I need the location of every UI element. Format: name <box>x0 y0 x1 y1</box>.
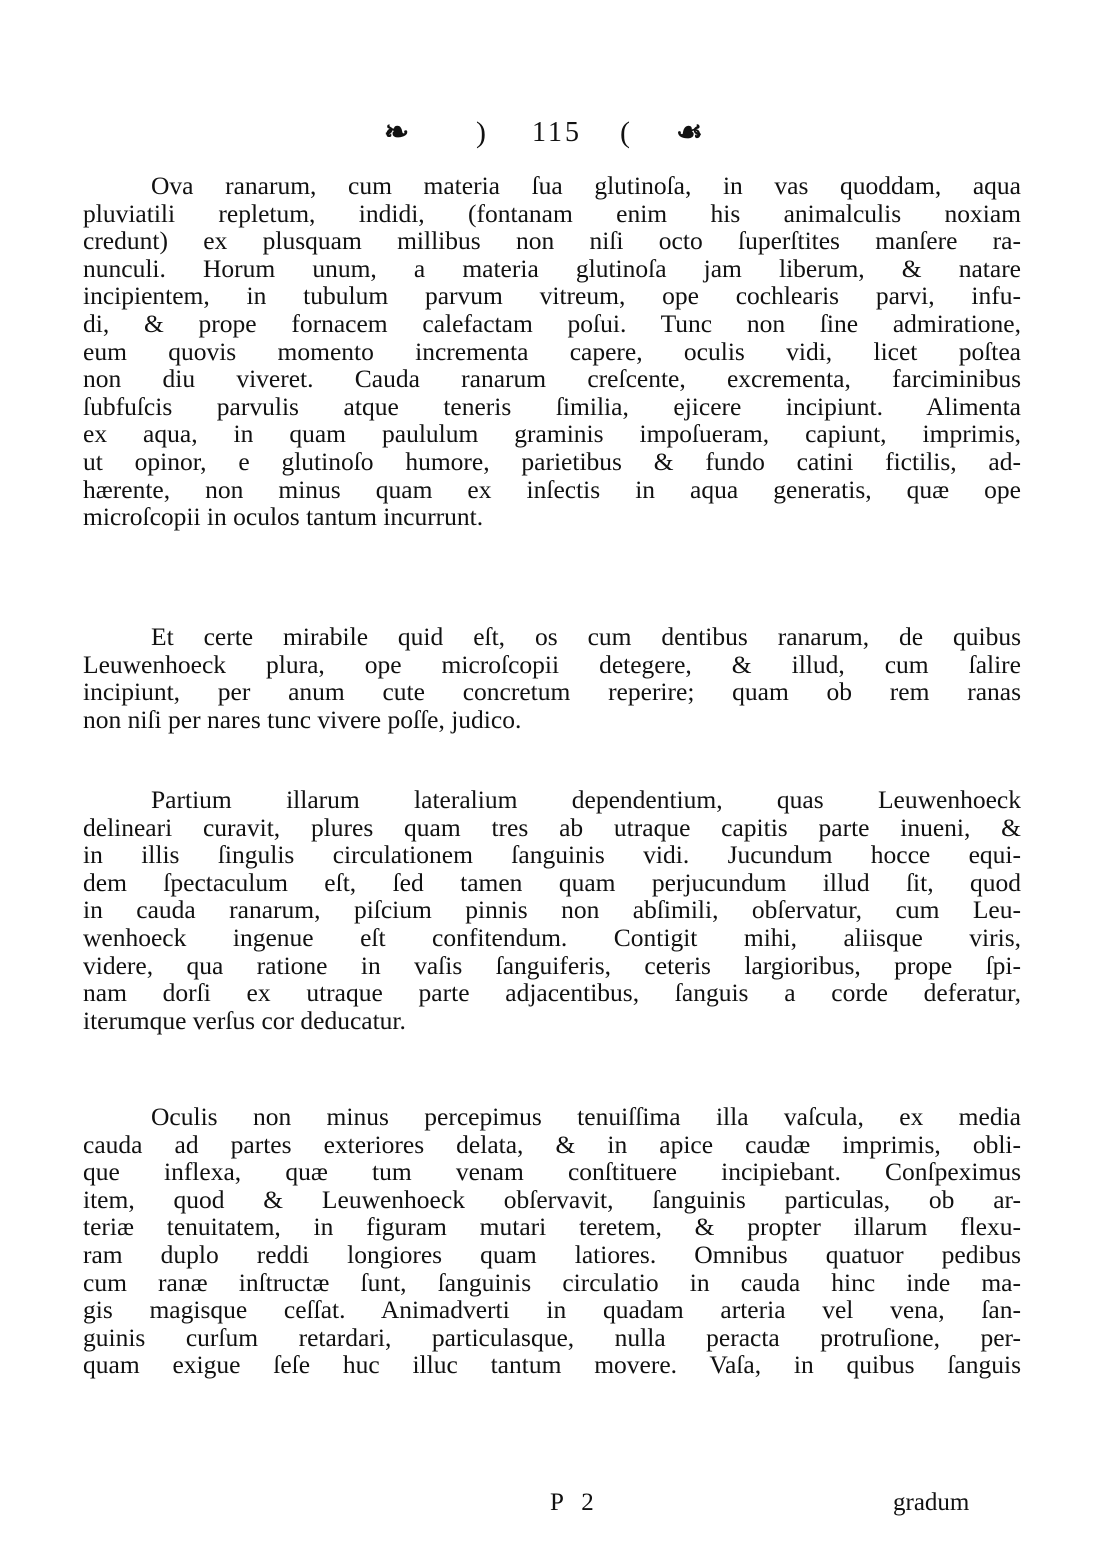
text-line: gis magisque ceſſat. Animadverti in quadam arteria vel vena, ſan- <box>83 1295 1021 1325</box>
text-line: non diu viveret. Cauda ranarum creſcente, excrementa, farciminibus <box>83 364 1021 394</box>
page-number: 115 <box>532 117 582 148</box>
text-line: microſcopii in oculos tantum incurrunt. <box>83 502 484 532</box>
text-line: quam exigue ſeſe huc illuc tantum movere. Vaſa, in quibus ſanguis <box>83 1350 1021 1380</box>
text-line: Partium illarum lateralium dependentium, quas Leuwenhoeck <box>151 785 1021 814</box>
text-line: iterumque verſus cor deducatur. <box>83 1005 406 1035</box>
running-header <box>0 113 1100 153</box>
text-line: credunt) ex plusquam millibus non niſi octo ſuperſtites manſere ra- <box>83 226 1021 256</box>
text-line: Leuwenhoeck plura, ope microſcopii detegere, & illud, cum ſalire <box>83 649 1021 679</box>
text-line: delineari curavit, plures quam tres ab utraque capitis parte inueni, & <box>83 812 1021 842</box>
text-line: pluviatili repletum, indidi, (fontanam enim his animalculis noxiam <box>83 198 1021 228</box>
paragraph-1 <box>83 172 1021 531</box>
paragraph-2 <box>83 623 1021 733</box>
text-line: Et certe mirabile quid eſt, os cum dentibus ranarum, de quibus <box>151 622 1021 651</box>
text-line: que inflexa, quæ tum venam conſtituere incipiebant. Conſpeximus <box>83 1157 1021 1187</box>
text-line: ut opinor, e glutinoſo humore, parietibus & fundo catini fictilis, ad- <box>83 446 1021 476</box>
text-line: in cauda ranarum, piſcium pinnis non abſimili, obſervatur, cum Leu- <box>83 895 1021 925</box>
text-line: non niſi per nares tunc vivere poſſe, judico. <box>83 704 522 734</box>
text-line: ex aqua, in quam paululum graminis impoſueram, capiunt, imprimis, <box>83 419 1021 449</box>
text-line: Oculis non minus percepimus tenuiſſima illa vaſcula, ex media <box>151 1102 1021 1131</box>
text-line: wenhoeck ingenue eſt confitendum. Contigit mihi, aliisque viris, <box>83 922 1021 952</box>
text-line: eum quovis momento incrementa capere, oculis vidi, licet poſtea <box>83 336 1021 366</box>
text-line: incipiunt, per anum cute concretum reperire; quam ob rem ranas <box>83 677 1021 707</box>
text-line: guinis curſum retardari, particulasque, nulla peracta protruſione, per- <box>83 1322 1021 1352</box>
paragraph-4 <box>83 1103 1021 1379</box>
page-footer <box>0 1488 1100 1518</box>
header-parenthesis-right: ( <box>620 116 630 149</box>
paragraph-3 <box>83 786 1021 1034</box>
text-line: di, & prope fornacem calefactam poſui. Tunc non ſine admiratione, <box>83 308 1021 338</box>
text-line: videre, qua ratione in vaſis ſanguiferis, ceteris largioribus, prope ſpi- <box>83 950 1021 980</box>
catchword: gradum <box>893 1489 970 1516</box>
text-line: ſubfuſcis parvulis atque teneris ſimilia, ejicere incipiunt. Alimenta <box>83 391 1021 421</box>
text-line: nunculi. Horum unum, a materia glutinoſa jam liberum, & natare <box>83 253 1021 283</box>
text-line: cum ranæ inſtructæ ſunt, ſanguinis circulatio in cauda hinc inde ma- <box>83 1267 1021 1297</box>
text-line: cauda ad partes exteriores delata, & in apice caudæ imprimis, obli- <box>83 1129 1021 1159</box>
text-line: Ova ranarum, cum materia ſua glutinoſa, in vas quoddam, aqua <box>151 171 1021 200</box>
text-line: incipientem, in tubulum parvum vitreum, ope cochlearis parvi, infu- <box>83 281 1021 311</box>
text-line: dem ſpectaculum eſt, ſed tamen quam perjucundum illud ſit, quod <box>83 867 1021 897</box>
text-line: teriæ tenuitatem, in figuram mutari teretem, & propter illarum flexu- <box>83 1212 1021 1242</box>
text-line: nam dorſi ex utraque parte adjacentibus, ſanguis a corde deferatur, <box>83 978 1021 1008</box>
text-line: in illis ſingulis circulationem ſanguinis vidi. Jucundum hocce equi- <box>83 840 1021 870</box>
text-line: ram duplo reddi longiores quam latiores. Omnibus quatuor pedibus <box>83 1239 1021 1269</box>
text-line: hærente, non minus quam ex inſectis in aqua generatis, quæ ope <box>83 474 1021 504</box>
signature-mark: P 2 <box>550 1489 600 1516</box>
fleuron-ornament-left-icon: ❧ <box>384 116 410 149</box>
header-parenthesis-left: ) <box>476 116 486 149</box>
fleuron-ornament-right-icon: ☙ <box>676 116 703 149</box>
text-line: item, quod & Leuwenhoeck obſervavit, ſanguinis particulas, ob ar- <box>83 1184 1021 1214</box>
